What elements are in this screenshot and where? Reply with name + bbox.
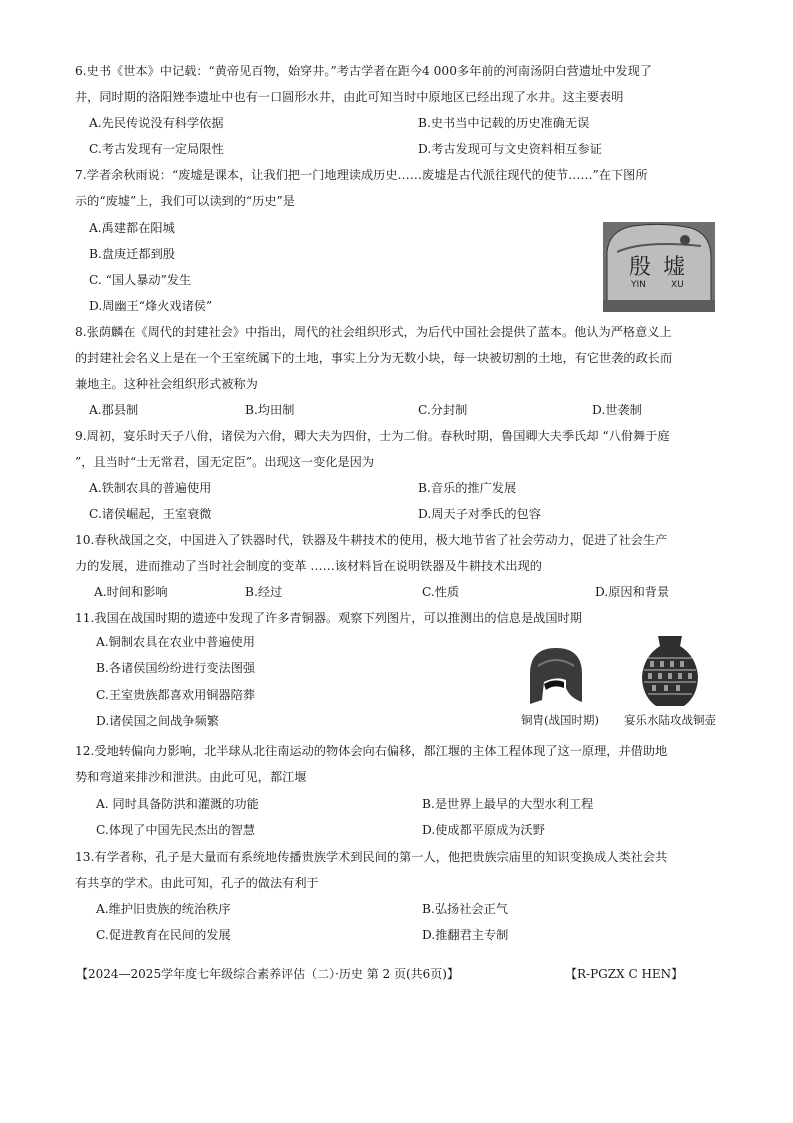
option-a: A.铜制农具在农业中普遍使用	[96, 635, 255, 649]
option-b: B.史书当中记载的历史准确无误	[418, 116, 590, 130]
option-d: D.原因和背景	[595, 585, 670, 599]
footer-page-info: 【2024—2025学年度七年级综合素养评估（二）·历史 第 2 页(共6页)】	[76, 967, 459, 981]
stone-char-xu: 墟	[663, 255, 686, 280]
question-text: 8.张荫麟在《周代的封建社会》中指出，周代的社会组织形式，为后代中国社会提供了蓝本。他认为严格意义上	[75, 325, 672, 339]
option-d: D.考古发现可与文史资料相互参证	[418, 142, 602, 156]
option-a: A.铁制农具的普遍使用	[89, 481, 212, 495]
option-d: D.使成都平原成为沃野	[422, 823, 545, 837]
option-c: C.考古发现有一定局限性	[89, 142, 224, 156]
option-d: D.世袭制	[592, 403, 642, 417]
option-b: B.均田制	[245, 403, 295, 417]
stone-label-yin: YIN	[631, 280, 646, 290]
option-b: B.弘扬社会正气	[422, 902, 508, 916]
question-text: 示的“废墟”上，我们可以读到的“历史”是	[75, 194, 295, 208]
question-text: 10.春秋战国之交，中国进入了铁器时代，铁器及牛耕技术的使用，极大地节省了社会劳动力，促进了社会生产	[75, 533, 668, 547]
footer-code: 【R-PGZX C HEN】	[565, 967, 684, 981]
question-text: 井，同时期的洛阳矬李遗址中也有一口圆形水井，由此可知当时中原地区已经出现了水井。这主要表明	[75, 90, 624, 104]
question-text: 12.受地转偏向力影响，北半球从北往南运动的物体会向右偏移，都江堰的主体工程体现了这一原理，并借助地	[75, 744, 668, 758]
option-c: C.分封制	[418, 403, 468, 417]
option-c: C. “国人暴动”发生	[89, 273, 192, 287]
option-c: C.王室贵族都喜欢用铜器陪葬	[96, 688, 256, 702]
question-text: 6.史书《世本》中记载：“黄帝见百物，始穿井。”考古学者在距今4 000多年前的河南汤阴白营遗址中发现了	[75, 64, 652, 78]
helmet-caption: 铜胄(战国时期)	[521, 713, 599, 727]
option-a: A.先民传说没有科学依据	[89, 116, 224, 130]
option-b: B.音乐的推广发展	[418, 481, 517, 495]
yinxu-stone-image	[603, 222, 715, 312]
bronze-helmet-image	[522, 644, 588, 706]
question-text: 有共享的学术。由此可知，孔子的做法有利于	[75, 876, 319, 890]
option-c: C.性质	[422, 585, 460, 599]
option-c: C.诸侯崛起，王室衰微	[89, 507, 212, 521]
option-d: D.周天子对季氏的包容	[418, 507, 541, 521]
option-d: D.周幽王“烽火戏诸侯”	[89, 299, 213, 313]
option-a: A.时间和影响	[94, 585, 168, 599]
question-text: 7.学者余秋雨说：“废墟是课本，让我们把一门地理读成历史……废墟是古代派往现代的使节……”在下图所	[75, 168, 648, 182]
question-text: 兼地主。这种社会组织形式被称为	[75, 377, 258, 391]
option-b: B.各诸侯国纷纷进行变法图强	[96, 661, 256, 675]
question-text: 9.周初，宴乐时天子八佾，诸侯为六佾，卿大夫为四佾，士为二佾。春秋时期，鲁国卿大夫季氏却 “八佾舞于庭	[75, 429, 670, 443]
pot-caption: 宴乐水陆攻战铜壶	[624, 713, 716, 727]
option-b: B.盘庚迁都到殷	[89, 247, 175, 261]
option-a: A.禹建都在阳城	[89, 221, 175, 235]
question-text: 势和弯道来排沙和泄洪。由此可见，都江堰	[75, 770, 307, 784]
question-text: 力的发展，进而推动了当时社会制度的变革 ……该材料旨在说明铁器及牛耕技术出现的	[75, 559, 542, 573]
option-d: D.诸侯国之间战争频繁	[96, 714, 219, 728]
option-a: A. 同时具备防洪和灌溉的功能	[96, 797, 259, 811]
question-text: ”，且当时“士无常君，国无定臣”。出现这一变化是因为	[75, 455, 375, 469]
stone-label-xu: XU	[671, 280, 684, 290]
option-b: B.是世界上最早的大型水利工程	[422, 797, 594, 811]
option-a: A.维护旧贵族的统治秩序	[96, 902, 231, 916]
option-c: C.体现了中国先民杰出的智慧	[96, 823, 256, 837]
option-b: B.经过	[245, 585, 283, 599]
stone-char-yin: 殷	[629, 255, 652, 280]
question-text: 的封建社会名义上是在一个王室统属下的土地，事实上分为无数小块，每一块被切割的土地，有它世袭的政长而	[75, 351, 673, 365]
question-text: 13.有学者称，孔子是大量而有系统地传播贵族学术到民间的第一人，他把贵族宗庙里的知识变换成人类社会共	[75, 850, 668, 864]
option-c: C.促进教育在民间的发展	[96, 928, 231, 942]
question-text: 11.我国在战国时期的遗迹中发现了许多青铜器。观察下列图片，可以推测出的信息是战国时期	[75, 611, 582, 625]
option-a: A.郡县制	[89, 403, 139, 417]
option-d: D.推翻君主专制	[422, 928, 509, 942]
bronze-pot-image	[634, 634, 706, 708]
